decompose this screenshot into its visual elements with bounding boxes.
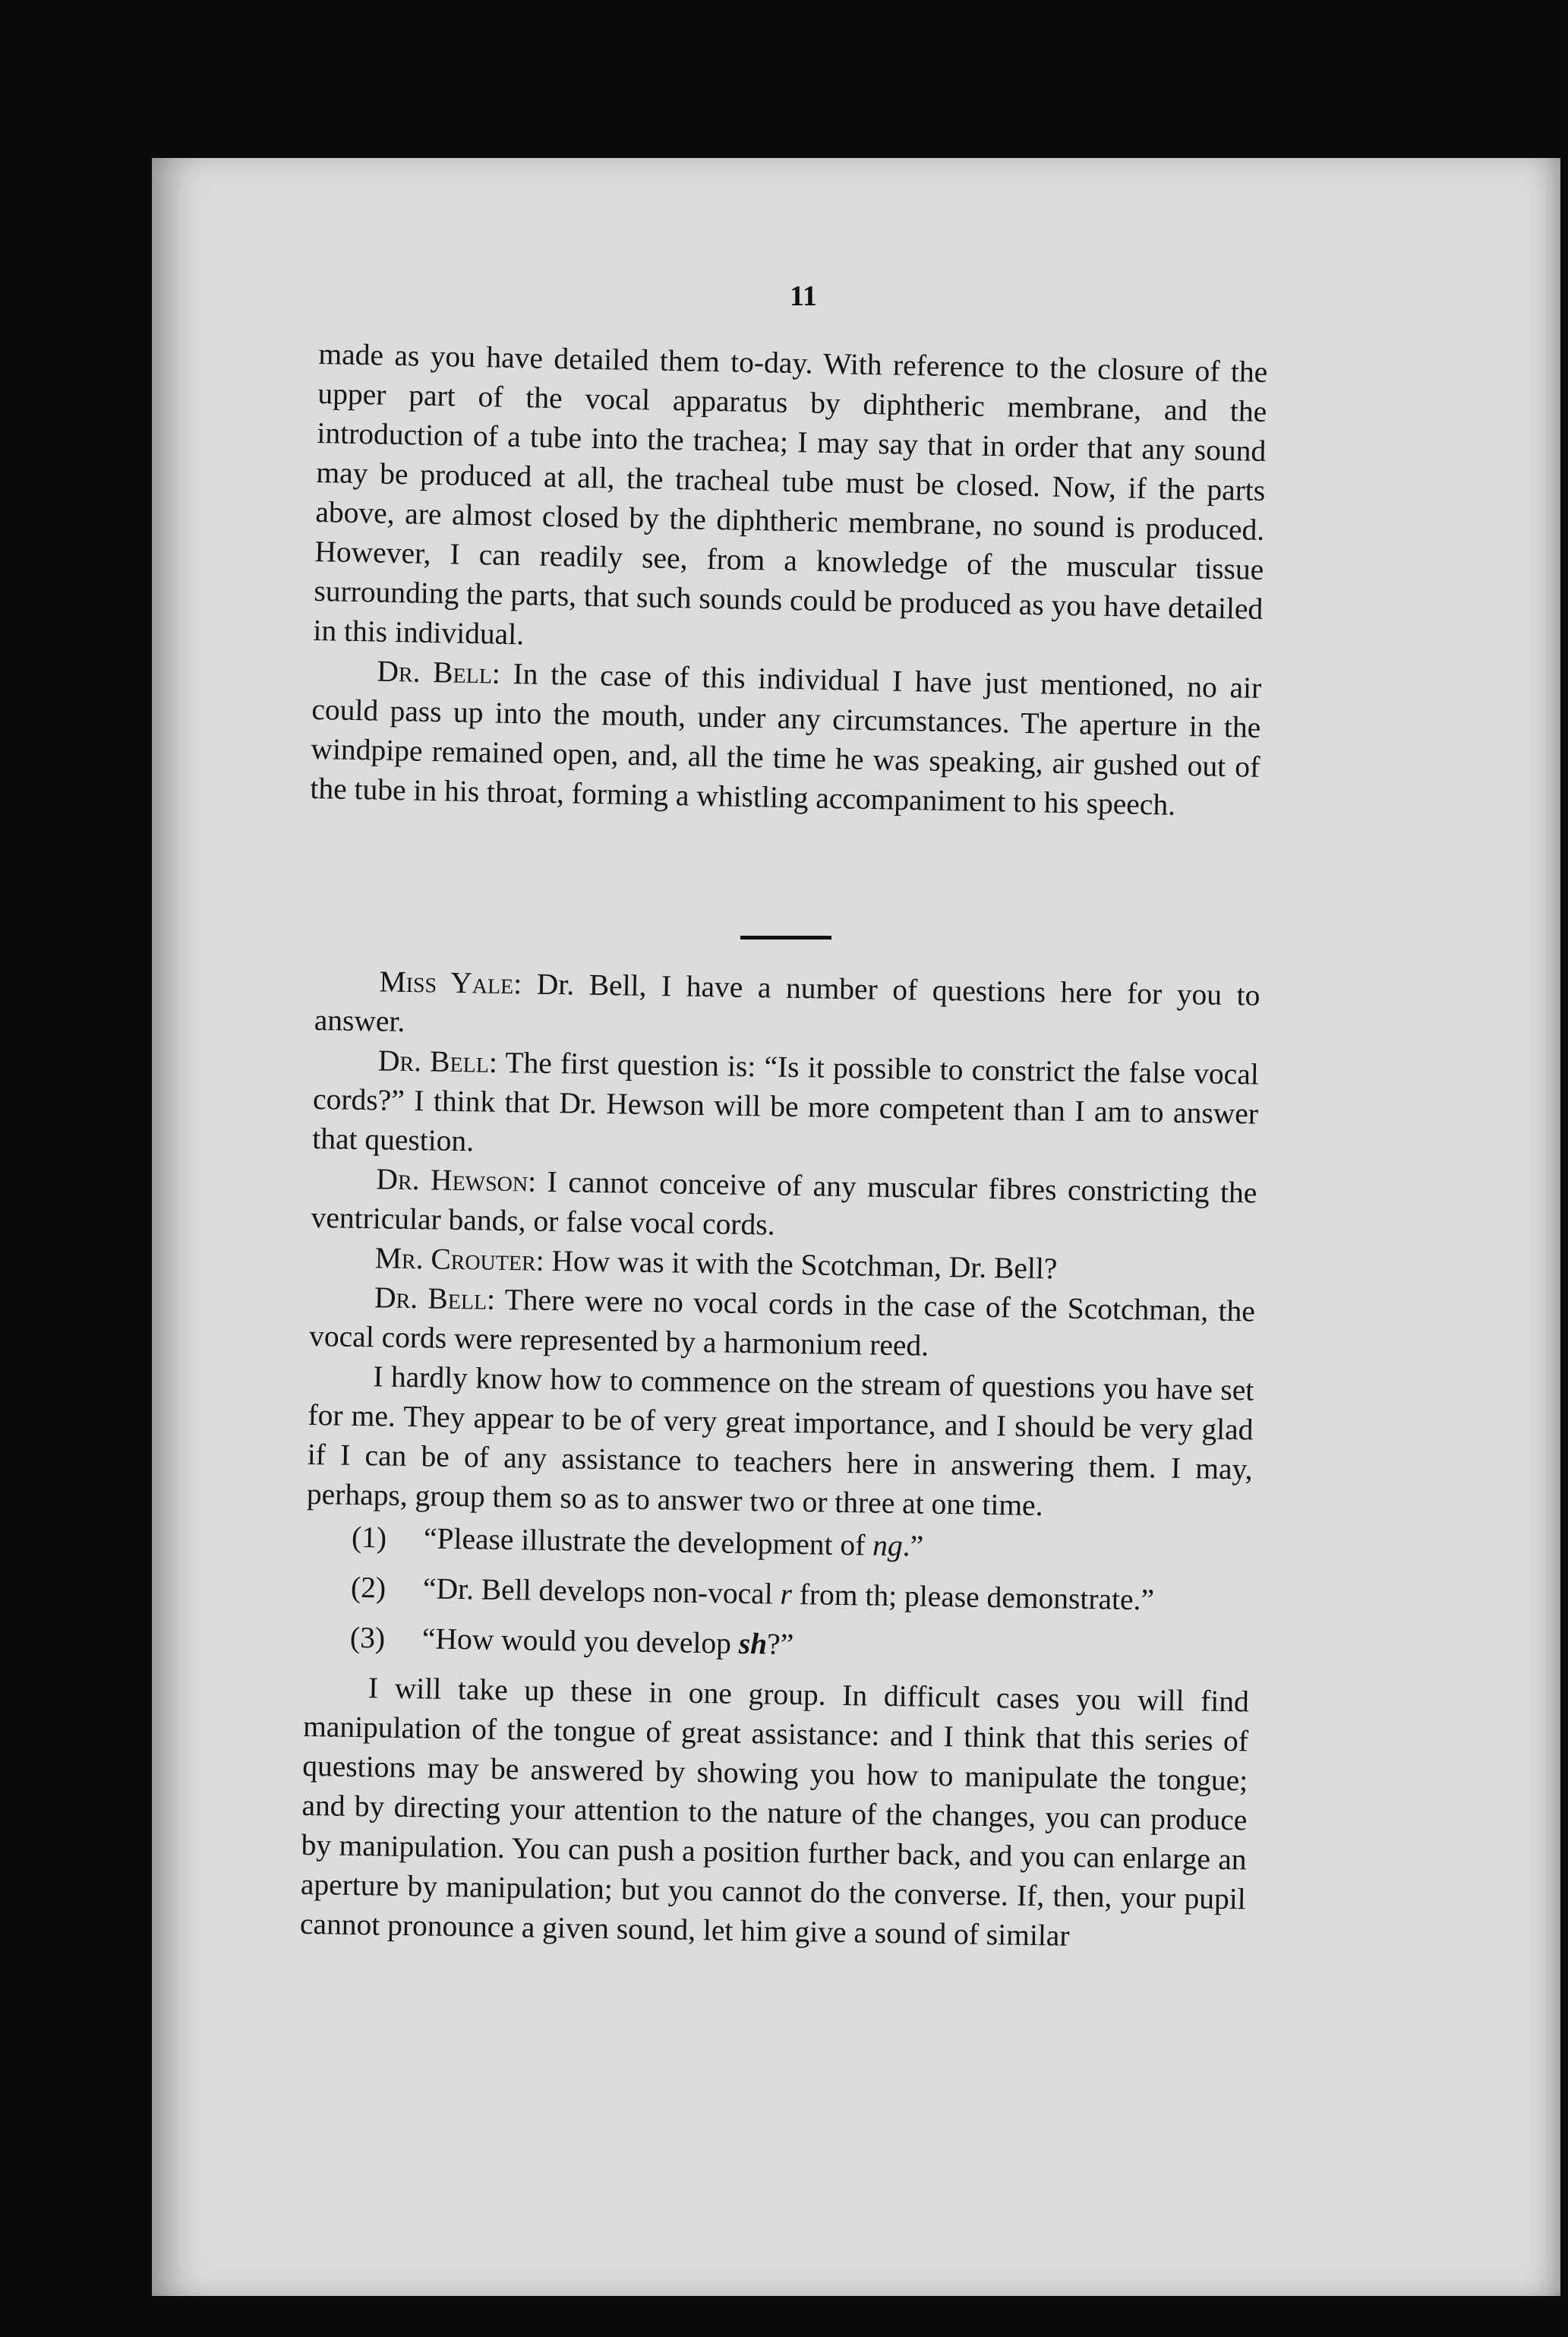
question-list	[304, 1517, 1252, 1672]
paragraph-text: I cannot conceive of any muscular fibres constricting the ventricular bands, or false vocal cords.	[311, 1164, 1257, 1242]
paragraph-miss-yale	[314, 961, 1260, 1055]
question-italic: sh	[738, 1626, 768, 1661]
speaker-label: Mr. Crouter:	[374, 1241, 545, 1277]
question-text: “Please illustrate the development of	[423, 1521, 873, 1562]
paragraph-dr-bell	[312, 1040, 1259, 1173]
paragraph-text: made as you have detailed them to-day. With reference to the closure of the upper part of the vocal apparatus by diphtheric membrane, and the introduction of a tube into the trachea; I may say that in order that any sound may be produced at all, the tracheal tube must be closed. Now, if the parts above, are almost closed by the diphtheric membrane, no sound is produced. However, I can readily see, from a knowledge of the muscular tissue surrounding the parts, that such sounds could be produced as you have detailed in this individual.	[313, 336, 1268, 652]
section-divider	[740, 936, 831, 940]
paragraph-text: I will take up these in one group. In difficult cases you will find manipulation of the tongue of great assistance: and I think that this series of questions may be answered by showing you how to manipulate the tongue; and by directing your attention to the nature of the changes, you can produce by manipulation. You can push a position further back, and you can enlarge an aperture by manipulation; but you cannot do the converse. If, then, your pupil cannot pronounce a given sound, let him give a sound of similar	[299, 1671, 1250, 1953]
speaker-label: Dr. Bell:	[374, 1281, 496, 1316]
speaker-label: Dr. Hewson:	[376, 1162, 537, 1199]
paragraph-text: How was it with the Scotchman, Dr. Bell?	[551, 1243, 1058, 1286]
question-italic: r	[780, 1577, 793, 1611]
question-text: “How would you develop	[421, 1622, 740, 1660]
paragraph-dr-bell	[310, 650, 1262, 826]
speaker-label: Dr. Bell:	[377, 654, 501, 690]
paragraph-text: The first question is: “Is it possible to constrict the false vocal cords?” I think that Dr. Hewson will be more competent than I am to answer that question.	[311, 1045, 1260, 1158]
text-block-top	[310, 334, 1268, 826]
text-block-bottom	[300, 961, 1260, 1958]
paragraph-continuation	[313, 334, 1268, 668]
question-italic: ng	[872, 1528, 904, 1563]
question-text-end: from th; please demonstrate.”	[791, 1577, 1155, 1617]
paragraph-text: I hardly know how to commence on the stream of questions you have set for me. They appear to be of very great importance, and I should be very glad if I can be of any assistance to teachers here in answering them. I may, perhaps, group them so as to answer two or three at one time.	[306, 1360, 1254, 1523]
paragraph-narration	[307, 1356, 1254, 1529]
paragraph-closing	[300, 1667, 1250, 1959]
question-text: “Dr. Bell develops non-vocal	[422, 1571, 781, 1611]
paragraph-text: Dr. Bell, I have a number of questions here for you to answer.	[314, 967, 1260, 1038]
page-number: 11	[790, 280, 817, 312]
question-text-end: .”	[902, 1529, 924, 1563]
paragraph-text: In the case of this individual I have just mentioned, no air could pass up into the mouth, under any circumstances. The aperture in the windpipe remained open, and, all the time he was speaking, air gushed out of the tube in his throat, forming a whistling accompaniment to his speech.	[310, 656, 1262, 822]
question-item	[305, 1567, 1251, 1622]
question-number: (2)	[350, 1570, 386, 1605]
paragraph-dr-hewson	[311, 1158, 1257, 1252]
speaker-label: Dr. Bell:	[377, 1044, 498, 1079]
question-item	[304, 1617, 1251, 1672]
question-number: (3)	[349, 1620, 386, 1655]
question-number: (1)	[351, 1520, 387, 1555]
paragraph-text: There were no vocal cords in the case of the Scotchman, the vocal cords were represented by a harmonium reed.	[308, 1282, 1256, 1363]
speaker-label: Miss Yale:	[379, 965, 522, 1001]
question-text-end: ?”	[766, 1627, 794, 1662]
paragraph-dr-bell	[309, 1277, 1255, 1371]
